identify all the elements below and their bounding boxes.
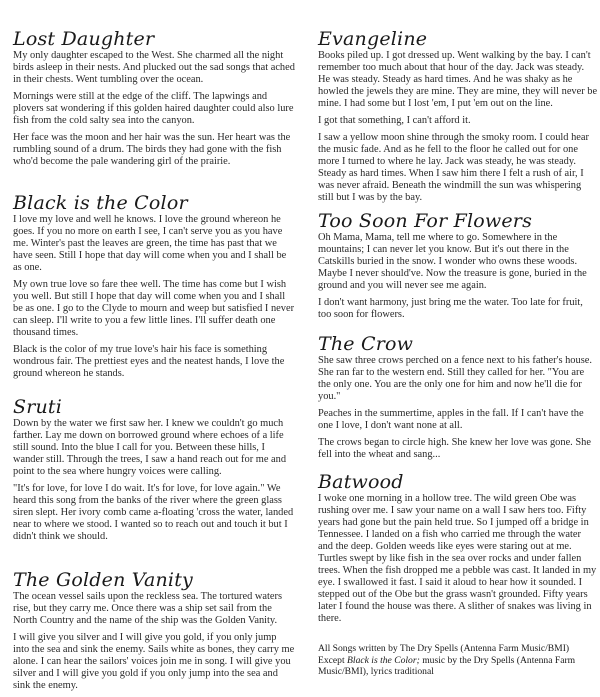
- song-too-soon-for-flowers: [318, 210, 598, 321]
- credits-song-title: Black is the Color;: [347, 654, 420, 666]
- song-sruti: [13, 396, 295, 543]
- song-title: Sruti: [13, 396, 63, 418]
- song-evangeline: [318, 28, 598, 204]
- song-lost-daughter: [13, 28, 295, 168]
- song-title: Evangeline: [318, 28, 428, 50]
- lyric-paragraph: The ocean vessel sails upon the reckless sea. The tortured waters rise, but they carry me. Once there was a ship set sail from the North Country and the name of the ship was the Golden Vanity.: [13, 591, 283, 626]
- song-title: The Golden Vanity: [13, 569, 193, 591]
- credits-detail: music by the Dry Spells (Antenna Farm Music/BMI), lyrics traditional: [318, 654, 576, 677]
- song-batwood: [318, 471, 598, 625]
- lyric-paragraph: Books piled up. I got dressed up. Went walking by the bay. I can't remember too much about that hour of the day. Jack was steady. He was steady. Steady as hard times. And he was shaky as he howled the jewels they are mine. They are mine, they will never be mine. I had some but I lost 'em, I put 'em out on the line.: [318, 50, 598, 109]
- lyric-paragraph: My only daughter escaped to the West. She charmed all the night birds asleep in their nests. And plucked out the sad songs that ached in their chests. Went tumbling over the ocean.: [13, 50, 295, 85]
- credits-line-1: All Songs written by The Dry Spells (Antenna Farm Music/BMI): [318, 643, 570, 654]
- songwriting-credits: [318, 643, 598, 678]
- lyric-paragraph: I will give you silver and I will give you gold, if you only jump into the sea and sink the enemy. Sails white as bones, they carry me alone. I can hear the sailors' voices join me in song. I will give you silver and I will give you gold if you only jump into the sea and sink the enemy.: [13, 632, 295, 691]
- song-title: Too Soon For Flowers: [318, 210, 533, 232]
- song-black-is-the-color: [13, 192, 295, 380]
- song-title: The Crow: [318, 333, 414, 355]
- lyric-paragraph: I don't want harmony, just bring me the water. Too late for fruit, too soon for flowers.: [318, 297, 583, 320]
- lyric-paragraph: Her face was the moon and her hair was the sun. Her heart was the rumbling sound of a drum. The birds they had gone with the fish who'd become the pale wandering girl of the prairie.: [13, 132, 291, 167]
- lyric-paragraph: Oh Mama, Mama, tell me where to go. Somewhere in the mountains; I can never let you know. But it's out there in the Catskills buried in the snow. I wonder who owns these woods. Maybe I never should've. Now the treasure is gone, buried in the ground and you will never see me again.: [318, 232, 587, 291]
- song-the-crow: [318, 333, 598, 461]
- lyric-paragraph: The crows began to circle high. She knew her love was gone. She fell into the wheat and sang...: [318, 437, 591, 460]
- credits-line-2: [318, 655, 598, 678]
- lyric-paragraph: Peaches in the summertime, apples in the fall. If I can't have the one I love, I don't want none at all.: [318, 408, 584, 431]
- lyric-paragraph: "It's for love, for love I do wait. It's for love, for love again." We heard this song from the banks of the river where the green glass siren slept. Her ivory comb came a-floating 'cross the water, landed near to where we stood. I wanted so to reach out and touch it but I didn't think we should.: [13, 483, 294, 542]
- lyric-paragraph: I saw a yellow moon shine through the smoky room. I could hear the music fade. And as he fell to the floor he called out for one more I turned to where he lay. Jack was steady, he was steady. Steady as hard times. When I saw him there I felt a rush of air, I was never afraid. Beneath the windmill the sun was whispering still but I was by the bay.: [318, 132, 589, 203]
- lyric-paragraph: I woke one morning in a hollow tree. The wild green Obe was rushing over me. I saw your name on a wall I saw hers too. Fifty years had gone but the pain held true. So I jumped off a bridge in Tennessee. I landed on a fish who carried me through the water and the deep. Golden weeds like eyes were staring out at me. Turtles swept by like fish in the sea over rocks and under fallen trees. When the fish dropped me a pebble was cast. It landed in my eye. I swallowed it fast. I said it aloud to hear how it sounded. I stepped out of the Obe but the grass wasn't grounded. Fifty years later I found the house was there. A slither of snakes was living in there.: [318, 493, 597, 624]
- credits-except: Except: [318, 654, 348, 666]
- song-title: Lost Daughter: [13, 28, 155, 50]
- lyric-paragraph: She saw three crows perched on a fence next to his father's house. She ran far to the western end. Still they called for her. "You are the only one. You are the only one for him and now he'll die for you.": [318, 355, 592, 402]
- lyric-paragraph: Black is the color of my true love's hair his face is something wondrous fair. The prettiest eyes and the neatest hands, I love the ground whereon he stands.: [13, 344, 285, 379]
- lyric-paragraph: I love my love and well he knows. I love the ground whereon he goes. If you no more on earth I see, I can't serve you as you have me. Winter's past the leaves are green, the time has past that we have seen. Still I hope that day will come when you and I shall be as one.: [13, 214, 287, 273]
- lyric-paragraph: I got that something, I can't afford it.: [318, 115, 471, 126]
- song-the-golden-vanity: [13, 569, 295, 692]
- lyric-paragraph: Down by the water we first saw her. I knew we couldn't go much farther. Lay me down on borrowed ground where echoes of a life still sound. Into the blue I call for you. Between these hills, I wander still. Through the trees, I saw a hand reach out for me and point to the sea where hungry voices were calling.: [13, 418, 287, 477]
- song-title: Batwood: [318, 471, 404, 493]
- song-title: Black is the Color: [13, 192, 188, 214]
- left-column: [13, 28, 295, 697]
- lyric-paragraph: My own true love so fare thee well. The time has come but I wish you well. But still I hope that day will come when you and I shall be as one. I go to the Clyde to mourn and weep but satisfied I never can sleep. I'll write to you a few little lines. I'll suffer death one thousand times.: [13, 279, 295, 338]
- lyric-paragraph: Mornings were still at the edge of the cliff. The lapwings and plovers sat wondering if this golden haired daughter could also lure fish from the cold salty sea into the canyon.: [13, 91, 294, 126]
- right-column: [318, 28, 598, 678]
